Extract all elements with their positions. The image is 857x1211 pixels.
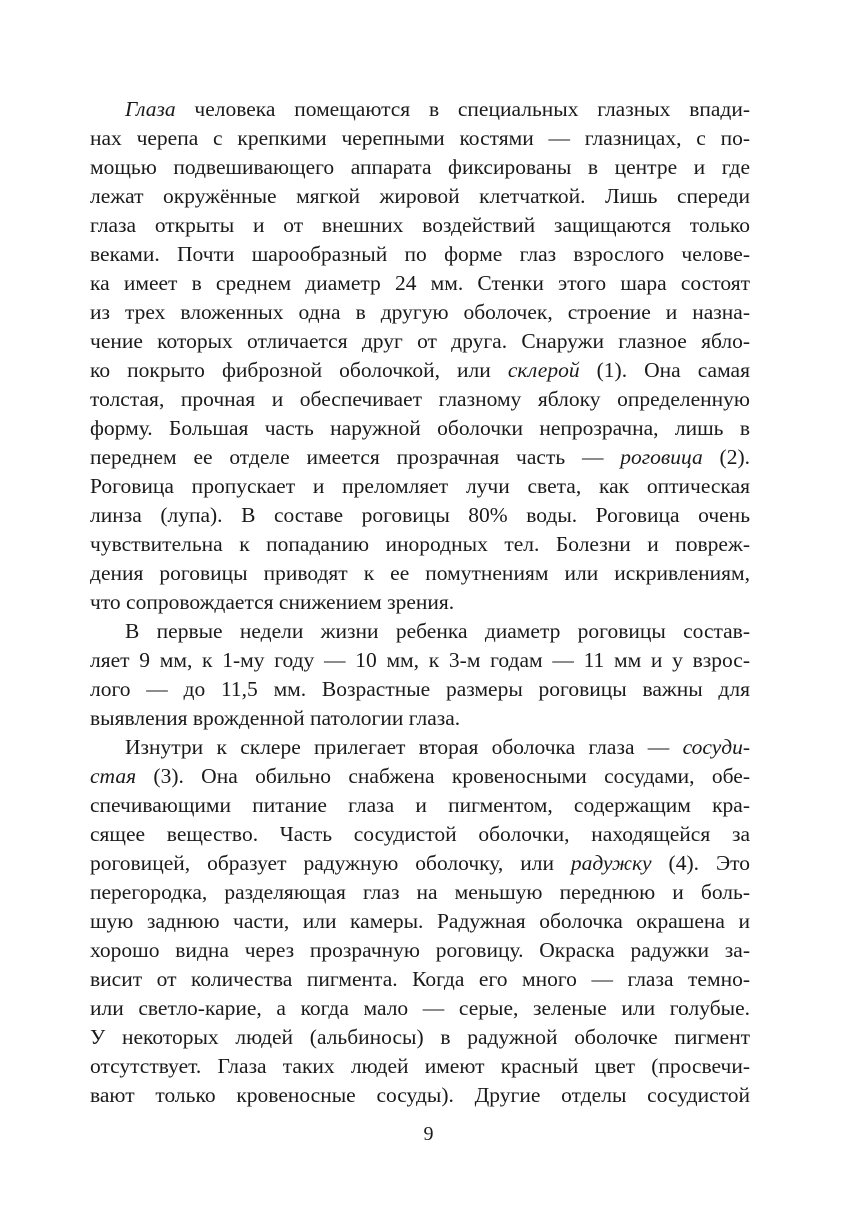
text-line xyxy=(90,878,750,907)
text-run: (2). xyxy=(702,445,750,469)
text-line xyxy=(90,1081,750,1110)
text-run: Роговица пропускает и преломляет лучи света, как оптическая xyxy=(90,474,750,498)
text-line xyxy=(90,791,750,820)
paragraph xyxy=(90,95,750,617)
text-line xyxy=(90,414,750,443)
text-line xyxy=(90,472,750,501)
page-number: 9 xyxy=(423,1123,434,1145)
text-run: шую заднюю части, или камеры. Радужная оболочка окрашена и xyxy=(90,909,750,933)
text-line xyxy=(90,965,750,994)
text-run: ка имеет в среднем диаметр 24 мм. Стенки этого шара состоят xyxy=(90,271,750,295)
text-line xyxy=(90,356,750,385)
paragraph xyxy=(90,617,750,733)
text-run: висит от количества пигмента. Когда его много — глаза темно- xyxy=(90,967,750,991)
text-run: перегородка, разделяющая глаз на меньшую переднюю и боль- xyxy=(90,880,750,904)
text-run: чение которых отличается друг от друга. Снаружи глазное ябло- xyxy=(90,329,750,353)
text-run: глаза открыты и от внешних воздействий защищаются только xyxy=(90,213,750,237)
text-run: сящее вещество. Часть сосудистой оболочки, находящейся за xyxy=(90,822,750,846)
text-line xyxy=(90,559,750,588)
text-run: форму. Большая часть наружной оболочки непрозрачна, лишь в xyxy=(90,416,750,440)
text-run: мощью подвешивающего аппарата фиксированы в центре и где xyxy=(90,155,750,179)
text-run: дения роговицы приводят к ее помутнениям или искривлениям, xyxy=(90,561,750,585)
text-run: лежат окружённые мягкой жировой клетчаткой. Лишь спереди xyxy=(90,184,750,208)
text-run: (3). Она обильно снабжена кровеносными сосудами, обе- xyxy=(136,764,750,788)
text-run: линза (лупа). В составе роговицы 80% воды. Роговица очень xyxy=(90,503,750,527)
text-run: роговицей, образует радужную оболочку, или xyxy=(90,851,571,875)
text-run: переднем ее отделе имеется прозрачная часть — xyxy=(90,445,621,469)
text-run: из трех вложенных одна в другую оболочек, строение и назна- xyxy=(90,300,750,324)
text-line xyxy=(90,994,750,1023)
text-line xyxy=(90,501,750,530)
text-line xyxy=(90,385,750,414)
text-run: (4). Это xyxy=(651,851,751,875)
text-run: что сопровождается снижением зрения. xyxy=(90,590,455,614)
text-line xyxy=(90,1023,750,1052)
text-line xyxy=(90,936,750,965)
text-line xyxy=(90,820,750,849)
text-line xyxy=(90,646,750,675)
page-body xyxy=(90,95,750,1110)
text-run: веками. Почти шарообразный по форме глаз взрослого челове- xyxy=(90,242,750,266)
text-line xyxy=(90,849,750,878)
text-line xyxy=(90,95,750,124)
text-run: выявления врожденной патологии глаза. xyxy=(90,706,461,730)
text-run: В первые недели жизни ребенка диаметр роговицы состав- xyxy=(125,619,750,643)
text-run: или светло-карие, а когда мало — серые, зеленые или голубые. xyxy=(90,996,750,1020)
text-run: ляет 9 мм, к 1-му году — 10 мм, к 3-м годам — 11 мм и у взрос- xyxy=(90,648,750,672)
text-line xyxy=(90,704,750,733)
text-run: ко покрыто фиброзной оболочкой, или xyxy=(90,358,508,382)
text-line xyxy=(90,269,750,298)
text-run: (1). Она самая xyxy=(579,358,750,382)
text-run: Изнутри к склере прилегает вторая оболочка глаза — xyxy=(125,735,683,759)
text-line xyxy=(90,327,750,356)
text-line xyxy=(90,298,750,327)
text-run: У некоторых людей (альбиносы) в радужной оболочке пигмент xyxy=(90,1025,750,1049)
text-line xyxy=(90,675,750,704)
italic-term: стая xyxy=(90,764,137,788)
text-line xyxy=(90,240,750,269)
text-line xyxy=(90,588,750,617)
text-line xyxy=(90,762,750,791)
text-line xyxy=(90,530,750,559)
text-run: лого — до 11,5 мм. Возрастные размеры роговицы важны для xyxy=(90,677,750,701)
italic-term: сосуди- xyxy=(682,735,750,759)
text-run: спечивающими питание глаза и пигментом, содержащим кра- xyxy=(90,793,750,817)
text-run: чувствительна к попаданию инородных тел. Болезни и повреж- xyxy=(90,532,750,556)
text-line xyxy=(90,907,750,936)
text-line xyxy=(90,617,750,646)
italic-term: Глаза xyxy=(125,97,176,121)
italic-term: склерой xyxy=(507,358,580,382)
text-line xyxy=(90,182,750,211)
text-run: человека помещаются в специальных глазных впади- xyxy=(175,97,750,121)
text-run: хорошо видна через прозрачную роговицу. Окраска радужки за- xyxy=(90,938,750,962)
text-run: толстая, прочная и обеспечивает глазному яблоку определенную xyxy=(90,387,750,411)
text-run: вают только кровеносные сосуды). Другие отделы сосудистой xyxy=(90,1083,750,1107)
text-line xyxy=(90,1052,750,1081)
italic-term: роговица xyxy=(620,445,703,469)
text-line xyxy=(90,733,750,762)
text-run: отсутствует. Глаза таких людей имеют красный цвет (просвечи- xyxy=(90,1054,750,1078)
text-line xyxy=(90,211,750,240)
paragraph xyxy=(90,733,750,1110)
italic-term: радужку xyxy=(570,851,652,875)
text-line xyxy=(90,443,750,472)
text-line xyxy=(90,124,750,153)
text-line xyxy=(90,153,750,182)
text-run: нах черепа с крепкими черепными костями — глазницах, с по- xyxy=(90,126,750,150)
